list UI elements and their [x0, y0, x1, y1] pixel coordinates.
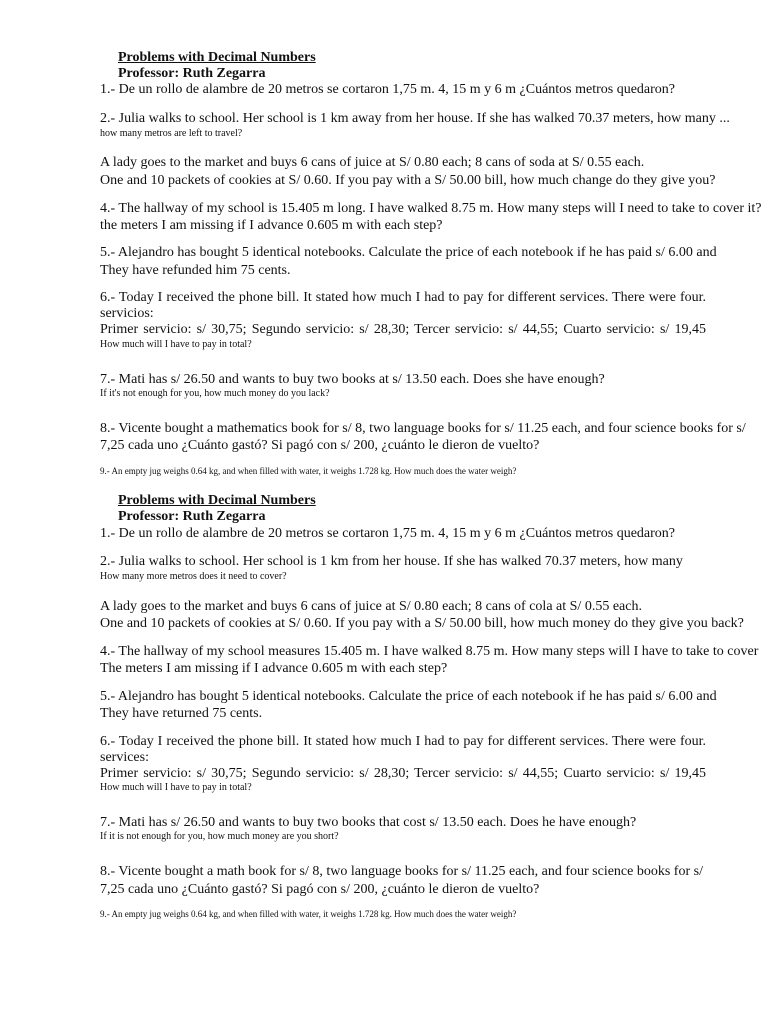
problem-7-line-1: 7.- Mati has s/ 26.50 and wants to buy two books that cost s/ 13.50 each. Does he have enough? — [100, 815, 637, 830]
worksheet-title: Problems with Decimal Numbers — [118, 493, 316, 508]
problem-8-line-1: 8.- Vicente bought a math book for s/ 8, two language books for s/ 11.25 each, and four science books for s/ — [100, 864, 703, 879]
problem-7-question: If it is not enough for you, how much money are you short? — [100, 831, 339, 842]
problem-4-line-1: 4.- The hallway of my school is 15.405 m long. I have walked 8.75 m. How many steps will I need to take to cover it? — [100, 201, 762, 216]
problem-3-line-1: A lady goes to the market and buys 6 cans of juice at S/ 0.80 each; 8 cans of cola at S/ 0.55 each. — [100, 599, 642, 614]
problem-1: 1.- De un rollo de alambre de 20 metros se cortaron 1,75 m. 4, 15 m y 6 m ¿Cuántos metros quedaron? — [100, 526, 676, 541]
professor-name: Professor: Ruth Zegarra — [118, 66, 266, 81]
problem-6-question: How much will I have to pay in total? — [100, 339, 252, 350]
problem-7-question: If it's not enough for you, how much money do you lack? — [100, 388, 330, 399]
problem-8-line-1: 8.- Vicente bought a mathematics book for s/ 8, two language books for s/ 11.25 each, and four science books for s/ — [100, 421, 746, 436]
problem-3-line-1: A lady goes to the market and buys 6 cans of juice at S/ 0.80 each; 8 cans of soda at S/ 0.55 each. — [100, 155, 645, 170]
problem-8-line-2: 7,25 cada uno ¿Cuánto gastó? Si pagó con s/ 200, ¿cuánto le dieron de vuelto? — [100, 882, 540, 897]
problem-6-line-2: servicios: — [100, 306, 154, 321]
problem-3-line-2: One and 10 packets of cookies at S/ 0.60. If you pay with a S/ 50.00 bill, how much change do they give you? — [100, 173, 716, 188]
problem-6-services: Primer servicio: s/ 30,75; Segundo servicio: s/ 28,30; Tercer servicio: s/ 44,55; Cuarto servicio: s/ 19,45 — [100, 322, 706, 337]
problem-4-line-2: the meters I am missing if I advance 0.605 m with each step? — [100, 218, 443, 233]
problem-7-line-1: 7.- Mati has s/ 26.50 and wants to buy two books at s/ 13.50 each. Does she have enough? — [100, 372, 605, 387]
problem-6-question: How much will I have to pay in total? — [100, 782, 252, 793]
problem-4-line-2: The meters I am missing if I advance 0.605 m with each step? — [100, 661, 448, 676]
problem-1: 1.- De un rollo de alambre de 20 metros se cortaron 1,75 m. 4, 15 m y 6 m ¿Cuántos metros quedaron? — [100, 82, 676, 97]
problem-9: 9.- An empty jug weighs 0.64 kg, and when filled with water, it weighs 1.728 kg. How much does the water weigh? — [100, 466, 517, 476]
problem-2: 2.- Julia walks to school. Her school is 1 km from her house. If she has walked 70.37 meters, how many — [100, 554, 683, 569]
problem-5-line-2: They have refunded him 75 cents. — [100, 263, 291, 278]
problem-2-question: how many metros are left to travel? — [100, 128, 243, 139]
problem-6-line-1: 6.- Today I received the phone bill. It stated how much I had to pay for different services. There were four. — [100, 734, 706, 749]
problem-6-services: Primer servicio: s/ 30,75; Segundo servicio: s/ 28,30; Tercer servicio: s/ 44,55; Cuarto servicio: s/ 19,45 — [100, 766, 706, 781]
problem-6-line-2: services: — [100, 750, 149, 765]
professor-name: Professor: Ruth Zegarra — [118, 509, 266, 524]
problem-8-line-2: 7,25 cada uno ¿Cuánto gastó? Si pagó con s/ 200, ¿cuánto le dieron de vuelto? — [100, 438, 540, 453]
problem-9: 9.- An empty jug weighs 0.64 kg, and when filled with water, it weighs 1.728 kg. How much does the water weigh? — [100, 909, 517, 919]
worksheet-title: Problems with Decimal Numbers — [118, 50, 316, 65]
problem-4-line-1: 4.- The hallway of my school measures 15.405 m. I have walked 8.75 m. How many steps will I have to take to cover — [100, 644, 759, 659]
problem-5-line-2: They have returned 75 cents. — [100, 706, 263, 721]
problem-2-question: How many more metros does it need to cover? — [100, 571, 287, 582]
problem-2: 2.- Julia walks to school. Her school is 1 km away from her house. If she has walked 70.37 meters, how many ... — [100, 111, 730, 126]
problem-5-line-1: 5.- Alejandro has bought 5 identical notebooks. Calculate the price of each notebook if he has paid s/ 6.00 and — [100, 689, 717, 704]
problem-6-line-1: 6.- Today I received the phone bill. It stated how much I had to pay for different services. There were four. — [100, 290, 706, 305]
problem-5-line-1: 5.- Alejandro has bought 5 identical notebooks. Calculate the price of each notebook if he has paid s/ 6.00 and — [100, 245, 717, 260]
problem-3-line-2: One and 10 packets of cookies at S/ 0.60. If you pay with a S/ 50.00 bill, how much money do they give you back? — [100, 616, 744, 631]
